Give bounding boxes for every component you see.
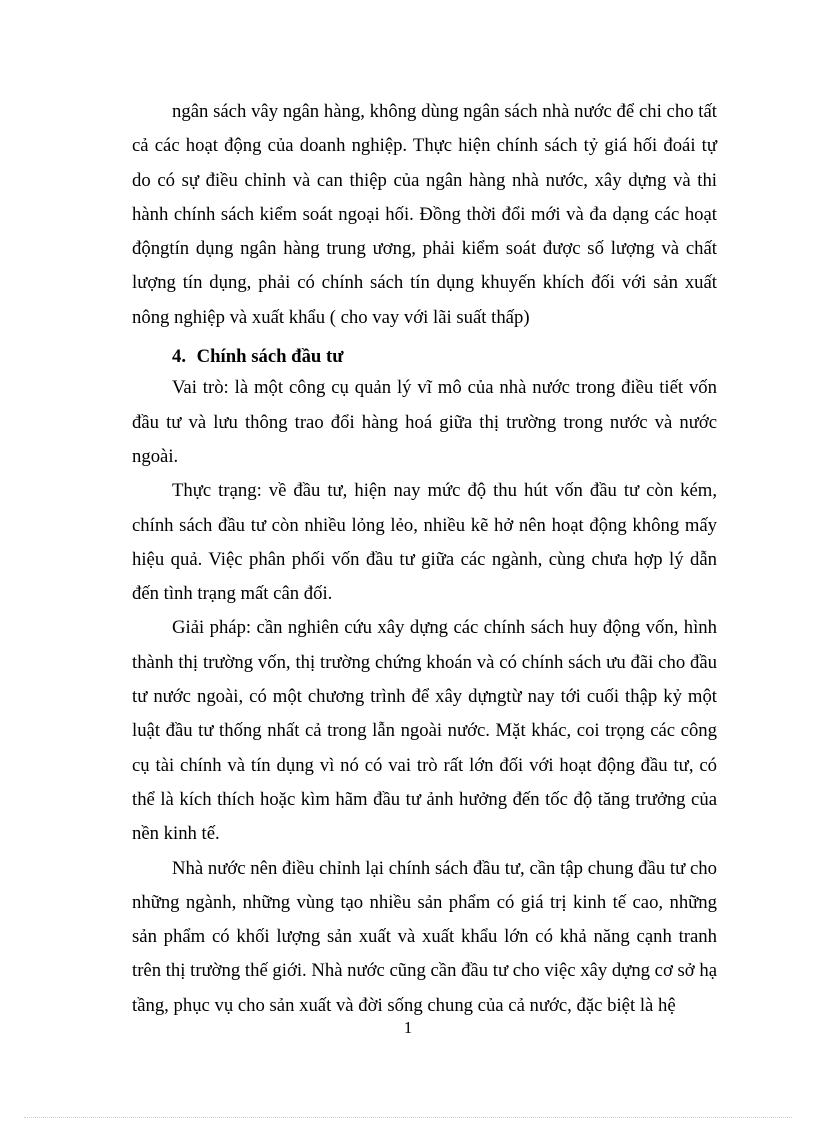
section-title: Chính sách đầu tư bbox=[196, 346, 344, 368]
paragraph-intro: ngân sách vây ngân hàng, không dùng ngân sách nhà nước để chi cho tất cả các hoạt động của doanh nghiệp. Thực hiện chính sách tỷ giá hối đoái tự do có sự điều chỉnh và can thiệp của ngân hàng nhà nước, xây dựng và thi hành chính sách kiểm soát ngoại hối. Đồng thời đổi mới và đa dạng các hoạt độngtín dụng ngân hàng trung ương, phải kiểm soát được số lượng và chất lượng tín dụng, phải có chính sách tín dụng khuyến khích đối với sản xuất nông nghiệp và xuất khẩu ( cho vay với lãi suất thấp) bbox=[132, 101, 717, 328]
paragraph-state-investment: Nhà nước nên điều chỉnh lại chính sách đầu tư, cần tập chung đầu tư cho những ngành, những vùng tạo nhiều sản phẩm có giá trị kinh tế cao, những sản phẩm có khối lượng sản xuất và xuất khẩu lớn có khả năng cạnh tranh trên thị trường thế giới. Nhà nước cũng cần đầu tư cho việc xây dựng cơ sở hạ tầng, phục vụ cho sản xuất và đời sống chung của cả nước, đặc biệt là hệ bbox=[132, 857, 717, 1016]
page-body bbox=[132, 95, 717, 1023]
paragraph-status: Thực trạng: về đầu tư, hiện nay mức độ thu hút vốn đầu tư còn kém, chính sách đầu tư còn nhiều lỏng lẻo, nhiều kẽ hở nên hoạt động không mấy hiệu quả. Việc phân phối vốn đầu tư giữa các ngành, cùng chưa hợp lý dẫn đến tình trạng mất cân đối. bbox=[132, 480, 717, 605]
page-bottom-divider bbox=[24, 1117, 792, 1118]
paragraph-solution: Giải pháp: cần nghiên cứu xây dựng các chính sách huy động vốn, hình thành thị trường vốn, thị trường chứng khoán và có chính sách ưu đãi cho đầu tư nước ngoài, có một chương trình để xây dựngtừ nay tới cuối thập kỷ một luật đầu tư thống nhất cả trong lẫn ngoài nước. Mặt khác, coi trọng các công cụ tài chính và tín dụng vì nó có vai trò rất lớn đối với hoạt động đầu tư, có thể là kích thích hoặc kìm hãm đầu tư ảnh hưởng đến tốc độ tăng trưởng của nền kinh tế. bbox=[132, 617, 717, 845]
section-number: 4. bbox=[172, 346, 187, 368]
paragraph-role: Vai trò: là một công cụ quản lý vĩ mô của nhà nước trong điều tiết vốn đầu tư và lưu thông trao đổi hàng hoá giữa thị trường trong nước và nước ngoài. bbox=[132, 377, 717, 467]
page-number: 1 bbox=[403, 1018, 413, 1037]
section-heading bbox=[132, 340, 717, 374]
